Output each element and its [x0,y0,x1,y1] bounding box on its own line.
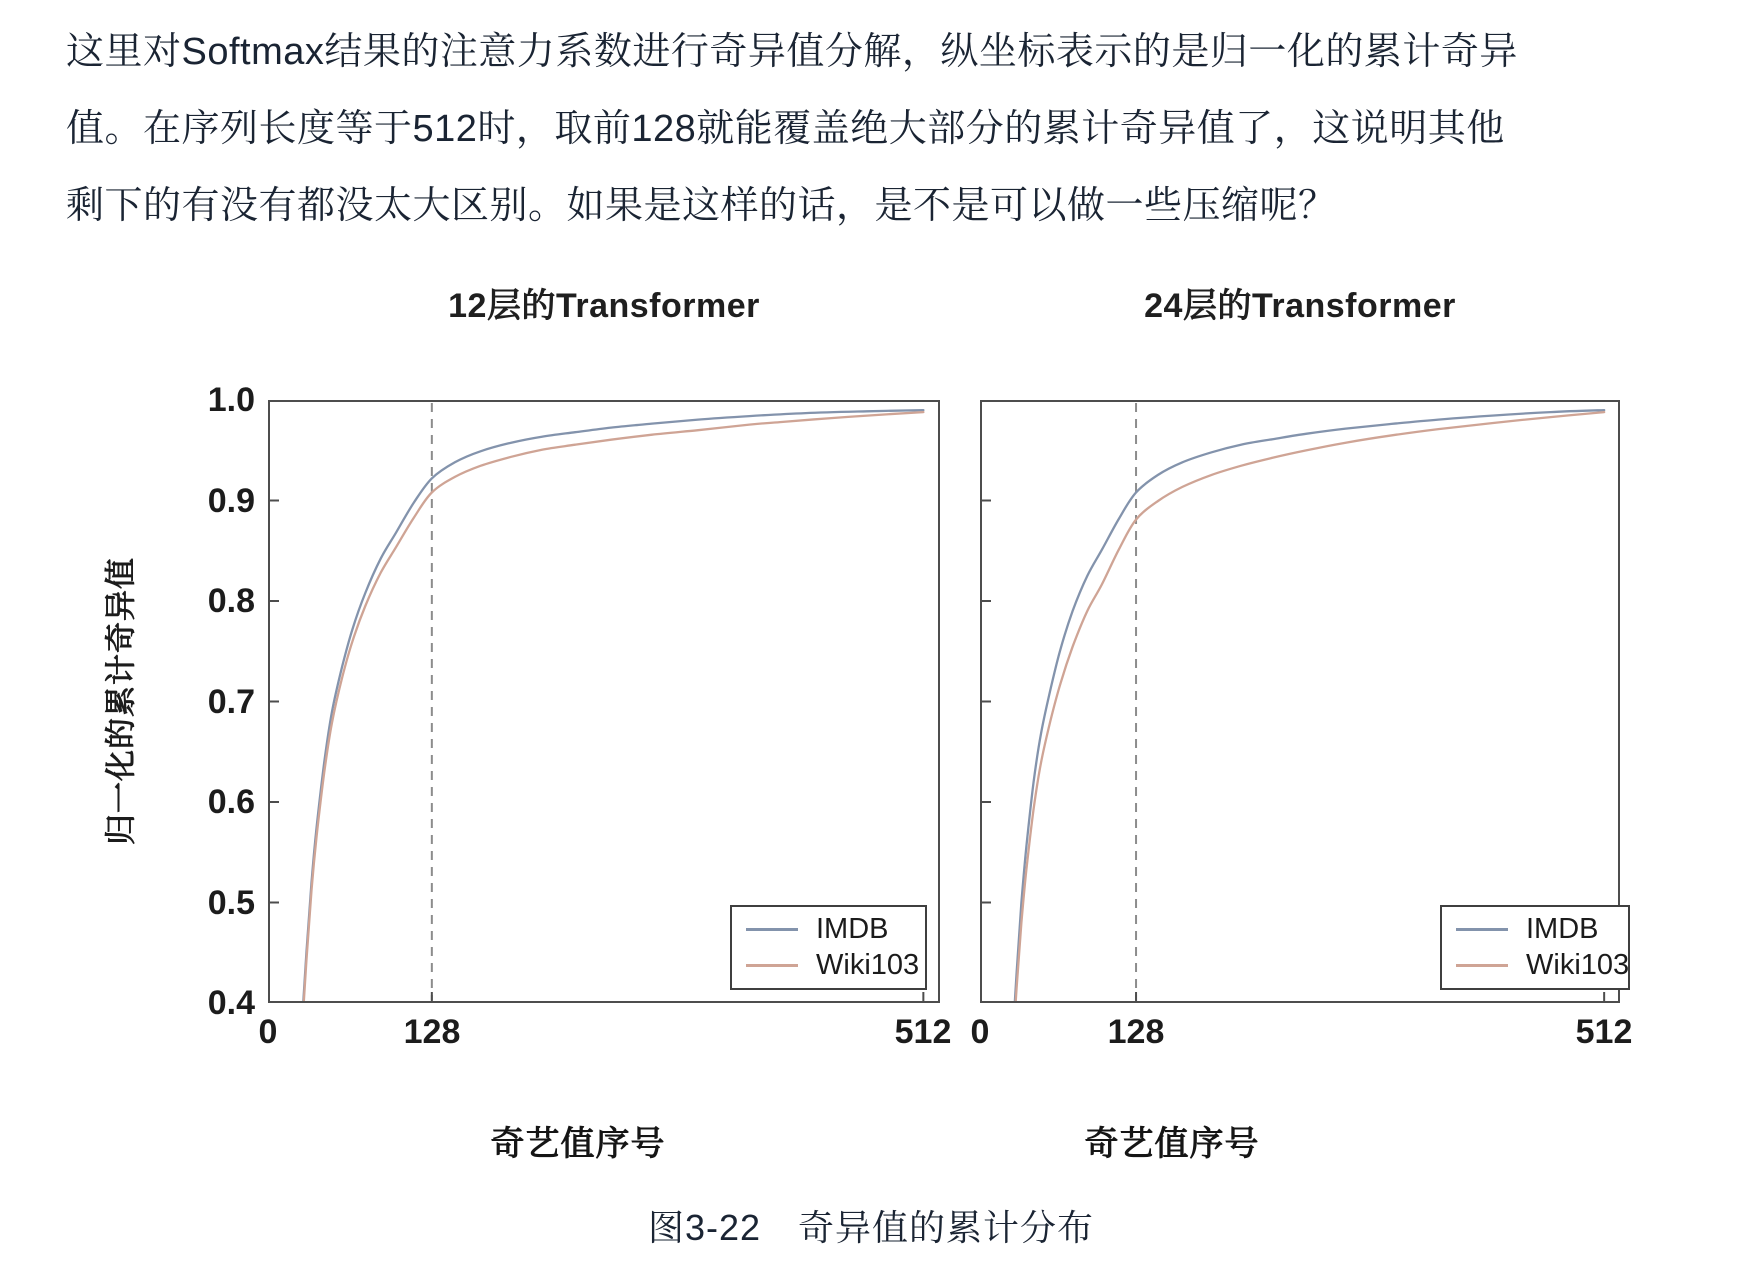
y-tick-label: 0.8 [207,582,255,620]
figure-caption: 图3-22 奇异值的累计分布 [647,1207,1095,1248]
wiki103-line-swatch [746,964,798,967]
x-tick-label: 128 [1107,1013,1165,1051]
x-tick-label: 0 [258,1013,278,1051]
y-tick-label: 1.0 [207,381,255,419]
x-tick-label: 128 [403,1013,461,1051]
legend-row-wiki103 [1456,948,1630,983]
legend-24layer [1440,905,1630,990]
legend-row-imdb [1456,912,1618,947]
imdb-line-swatch [746,928,798,931]
legend-row-wiki103 [746,948,920,983]
wiki103-line-swatch [1456,964,1508,967]
chart-title-12layer: 12层的Transformer [448,287,760,325]
y-tick-label: 0.5 [207,884,255,922]
legend-label-wiki103: Wiki103 [1526,948,1630,981]
legend-label-wiki103: Wiki103 [816,948,920,981]
x-axis-label-12layer: 奇艺值序号 [490,1125,666,1163]
x-axis-label-24layer: 奇艺值序号 [1084,1125,1260,1163]
y-axis-label: 归一化的累计奇异值 [103,557,139,845]
y-tick-label: 0.9 [207,482,255,520]
legend-12layer [730,905,927,990]
legend-label-imdb: IMDB [1526,913,1599,946]
paragraph-line-2: 值。在序列长度等于512时，取前128就能覆盖绝大部分的累计奇异值了，这说明其他 [66,108,1505,150]
y-tick-label: 0.4 [207,984,255,1022]
legend-row-imdb [746,912,915,947]
y-tick-label: 0.7 [207,683,255,721]
x-tick-label: 0 [970,1013,990,1051]
paragraph-line-1: 这里对Softmax结果的注意力系数进行奇异值分解，纵坐标表示的是归一化的累计奇异 [66,31,1518,73]
chart-title-24layer: 24层的Transformer [1144,287,1456,325]
x-tick-label: 512 [894,1013,952,1051]
imdb-line-swatch [1456,928,1508,931]
paragraph-line-3: 剩下的有没有都没太大区别。如果是这样的话，是不是可以做一些压缩呢？ [66,185,1337,227]
x-tick-label: 512 [1575,1013,1633,1051]
y-tick-label: 0.6 [207,783,255,821]
legend-label-imdb: IMDB [816,913,889,946]
